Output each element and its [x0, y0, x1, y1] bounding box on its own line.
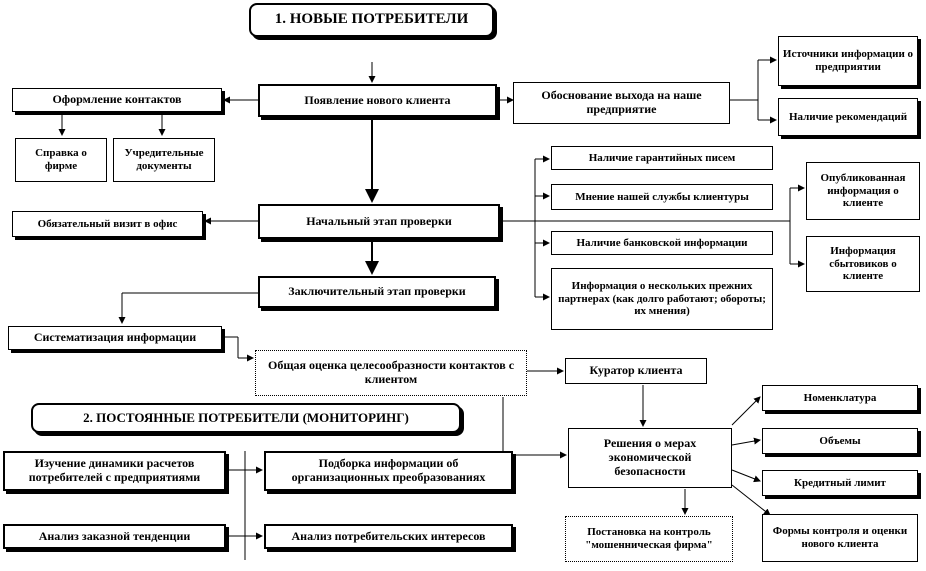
- decisions-box: Решения о мерах экономической безопасности: [568, 428, 732, 488]
- firm-reference-box: Справка о фирме: [15, 138, 107, 182]
- fraud-monitoring-box: Постановка на контроль "мошенническая фирма": [565, 516, 733, 562]
- published-info-box: Опубликованная информация о клиенте: [806, 162, 920, 220]
- curator-box: Куратор клиента: [565, 358, 707, 384]
- section-1-title: 1. НОВЫЕ ПОТРЕБИТЕЛИ: [249, 3, 494, 37]
- guarantee-letters-box: Наличие гарантийных писем: [551, 146, 773, 170]
- final-check-box: Заключительный этап проверки: [258, 276, 496, 308]
- service-opinion-box: Мнение нашей службы клиентуры: [551, 184, 773, 210]
- founding-docs-box: Учредительные документы: [113, 138, 215, 182]
- payments-dynamics-box: Изучение динамики расчетов потребителей с предприятиями: [3, 451, 226, 491]
- bank-info-box: Наличие банковской информации: [551, 231, 773, 255]
- volumes-box: Объемы: [762, 428, 918, 454]
- justification-box: Обоснование выхода на наше предприятие: [513, 82, 730, 124]
- assessment-box: Общая оценка целесообразности контактов с клиентом: [255, 350, 527, 396]
- org-changes-box: Подборка информации об организационных преобразованиях: [264, 451, 513, 491]
- initial-check-box: Начальный этап проверки: [258, 204, 500, 239]
- systematization-box: Систематизация информации: [8, 326, 222, 350]
- info-sources-box: Источники информации о предприятии: [778, 36, 918, 86]
- new-client-box: Появление нового клиента: [258, 84, 497, 117]
- recommendations-box: Наличие рекомендаций: [778, 98, 918, 136]
- nomenclature-box: Номенклатура: [762, 385, 918, 411]
- partners-info-box: Информация о нескольких прежних партнерах (как долго работают; обороты; их мнения): [551, 268, 773, 330]
- credit-limit-box: Кредитный лимит: [762, 470, 918, 496]
- office-visit-box: Обязательный визит в офис: [12, 211, 203, 237]
- contacts-box: Оформление контактов: [12, 88, 222, 112]
- section-2-title: 2. ПОСТОЯННЫЕ ПОТРЕБИТЕЛИ (МОНИТОРИНГ): [31, 403, 461, 433]
- sellers-info-box: Информация сбытовиков о клиенте: [806, 236, 920, 292]
- order-trend-box: Анализ заказной тенденции: [3, 524, 226, 549]
- consumer-interests-box: Анализ потребительских интересов: [264, 524, 513, 549]
- control-forms-box: Формы контроля и оценки нового клиента: [762, 514, 918, 562]
